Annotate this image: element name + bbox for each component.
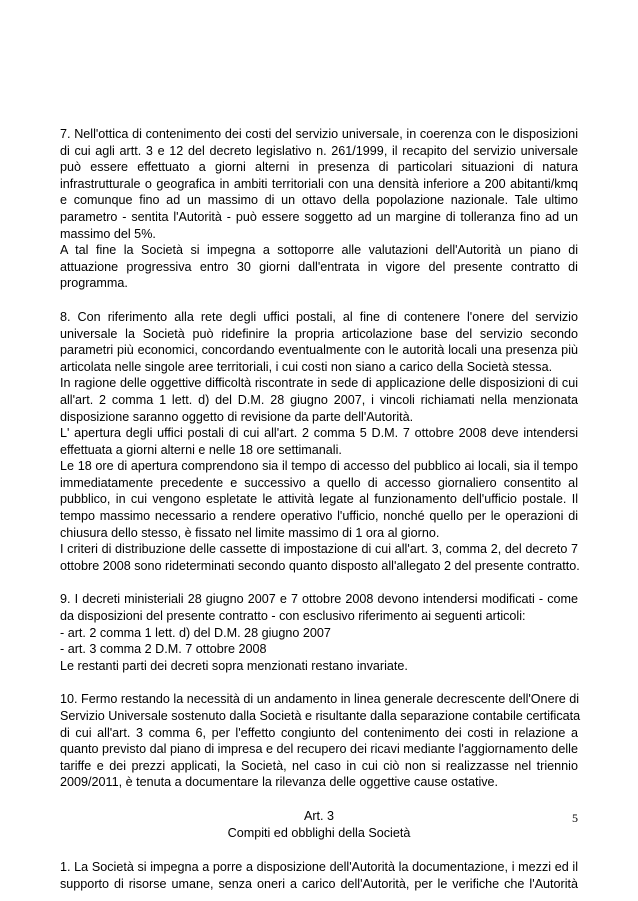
text-line: quanto previsto dal piano di impresa e del recupero dei ricavi mediante l'aggiornamento delle [60,742,578,757]
text-line: universale la Società può ridefinire la propria articolazione base del servizio secondo [60,326,578,341]
text-line: ottobre 2008 sono rideterminati secondo quanto disposto all'allegato 2 del presente contratto. [60,558,580,573]
text-line: Servizio Universale sostenuto dalla Società e risultante dalla separazione contabile certificata [60,709,581,723]
text-line: all'art. 2 comma 1 lett. d) del D.M. 28 giugno 2007, i vincoli richiamati nella menzionata [60,392,578,407]
text-line: 1. La Società si impegna a porre a disposizione dell'Autorità la documentazione, i mezzi ed il [60,859,578,874]
paragraph-p10 [60,691,581,791]
text-line: chiusura dello stesso, è fissato nel limite massimo di 1 ora al giorno. [60,525,440,540]
text-line: supporto di risorse umane, senza oneri a carico dell'Autorità, per le verifiche che l'Autorità [60,876,578,891]
text-line: In ragione delle oggettive difficoltà riscontrate in sede di applicazione delle disposizioni di cui [60,376,578,391]
text-line: 10. Fermo restando la necessità di un andamento in linea generale decrescente dell'Onere di [60,692,580,707]
text-line: e comunque fino ad un massimo di un ottavo della popolazione nazionale. Tale ultimo [60,193,578,208]
article-number: Art. 3 [303,808,335,823]
text-line: Le restanti parti dei decreti sopra menzionati restano invariate. [60,658,408,673]
text-line: parametro - sentita l'Autorità - può essere soggetto ad un margine di tolleranza fino ad un [60,209,578,224]
paragraph-p8 [60,309,578,575]
text-line: parametri più economici, concordando eventualmente con le autorità locali una presenza più [60,343,578,358]
text-line: 9. I decreti ministeriali 28 giugno 2007 e 7 ottobre 2008 devono intendersi modificati - come [60,592,578,607]
text-line: 8. Con riferimento alla rete degli uffici postali, al fine di contenere l'onere del servizio [60,309,578,324]
text-line: tempo massimo necessario a rendere operativo l'ufficio, nonché quello per le operazioni di [60,509,578,524]
text-line: tariffe e dei prezzi applicati, la Società, nel caso in cui ciò non si realizzasse nel triennio [60,758,578,773]
text-line: programma. [60,276,128,291]
text-line: può essere effettuato a giorni alterni in presenza di particolari situazioni di natura [60,160,578,175]
text-line: da disposizioni del presente contratto - con esclusivo riferimento ai seguenti articoli: [60,609,526,624]
document-body [60,126,581,892]
text-line: articolata nelle singole aree territoriali, i cui costi non siano a carico della Società stessa. [60,359,553,374]
text-line: immediatamente precedente e successivo a quello di accesso giornaliero consentito al [60,475,578,490]
text-line: di cui all'art. 3 comma 6, per l'effetto congiunto del contenimento dei costi in relazione a [60,725,578,740]
text-line: infrastrutturale o geografica in ambiti territoriali con una densità inferiore a 200 abitanti/kmq [60,176,578,191]
paragraph-p9 [60,591,578,674]
text-line: L' apertura degli uffici postali di cui all'art. 2 comma 5 D.M. 7 ottobre 2008 deve intendersi [60,426,578,441]
text-line: attuazione progressiva entro 30 giorni dall'entrata in vigore del presente contratto di [60,259,578,274]
text-line: - art. 2 comma 1 lett. d) del D.M. 28 giugno 2007 [60,625,331,640]
article-title: Compiti ed obblighi della Società [227,825,411,840]
page-number: 5 [572,811,578,825]
text-line: disposizione saranno oggetto di revisione da parte dell'Autorità. [60,409,414,424]
text-line: I criteri di distribuzione delle cassette di impostazione di cui all'art. 3, comma 2, del decreto 7 [60,542,578,557]
text-line: 7. Nell'ottica di contenimento dei costi del servizio universale, in coerenza con le disposizioni [60,127,578,141]
text-line: effettuata a giorni alterni e nelle 18 ore settimanali. [60,442,342,457]
text-line: A tal fine la Società si impegna a sottoporre alle valutazioni dell'Autorità un piano di [60,243,578,258]
text-line: 2009/2011, è tenuta a documentare la rilevanza delle oggettive cause ostative. [60,775,499,790]
paragraph-p7 [60,126,578,292]
text-line: di cui agli artt. 3 e 12 del decreto legislativo n. 261/1999, il recapito del servizio universale [60,143,578,158]
paragraph-art3-1 [60,859,578,892]
text-line: pubblico, in cui vengono espletate le attività legate al funzionamento dell'ufficio postale. Il [60,492,578,507]
text-line: massimo del 5%. [60,226,156,241]
text-line: Le 18 ore di apertura comprendono sia il tempo di accesso del pubblico ai locali, sia il tempo [60,459,578,474]
text-line: - art. 3 comma 2 D.M. 7 ottobre 2008 [60,642,267,657]
